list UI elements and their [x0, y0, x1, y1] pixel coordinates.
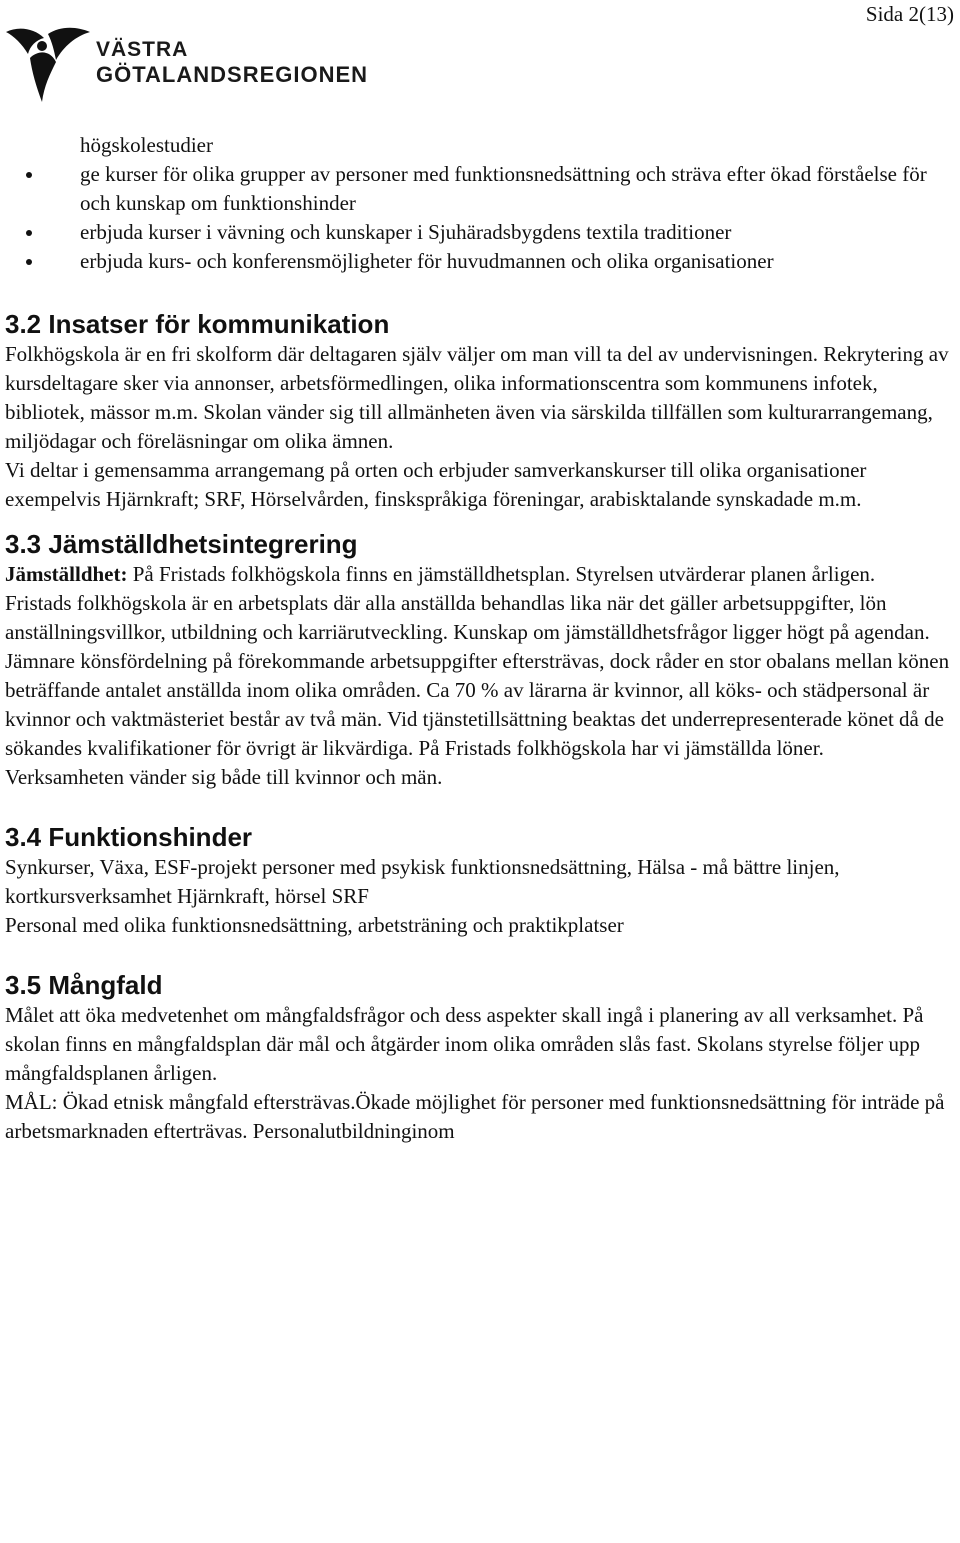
paragraph-text: På Fristads folkhögskola finns en jämställdhetsplan. Styrelsen utvärderar planen årligen.: [127, 562, 876, 586]
logo-text-line1: VÄSTRA: [96, 38, 189, 61]
bullet-icon: [26, 230, 32, 236]
list-item-text: ge kurser för olika grupper av personer med funktionsnedsättning och sträva efter ökad förståelse för och kunskap om funktionshinder: [80, 162, 927, 215]
list-item: [5, 247, 955, 276]
paragraph: [5, 560, 955, 589]
logo-text-line2: GÖTALANDSREGIONEN: [96, 62, 369, 87]
list-item-text: erbjuda kurser i vävning och kunskaper i Sjuhäradsbygdens textila traditioner: [80, 220, 732, 244]
section-heading-3-5: 3.5 Mångfald: [5, 970, 163, 1000]
section-heading-3-3: 3.3 Jämställdhetsintegrering: [5, 529, 358, 559]
paragraph: Folkhögskola är en fri skolform där deltagaren själv väljer om man vill ta del av undervisningen. Rekrytering av kursdeltagare sker via annonser, arbetsförmedlingen, olika informationscentra som kommunens infotek, bibliotek, mässor m.m. Skolan vänder sig till allmänheten även via särskilda tillfällen som kulturarrangemang, miljödagar och föreläsningar om olika ämnen.: [5, 342, 949, 453]
document-body: [5, 131, 955, 1146]
bold-label: Jämställdhet:: [5, 562, 128, 586]
list-item: [5, 160, 955, 218]
paragraph: Vi deltar i gemensamma arrangemang på orten och erbjuder samverkanskurser till olika organisationer exempelvis Hjärnkraft; SRF, Hörselvården, finskspråkiga föreningar, arabisktalande synskadade m.m.: [5, 458, 867, 511]
goal-list: [5, 160, 955, 276]
paragraph: Personal med olika funktionsnedsättning, arbetsträning och praktikplatser: [5, 913, 624, 937]
paragraph: Fristads folkhögskola är en arbetsplats där alla anställda behandlas lika när det gäller arbetsuppgifter, lön anställningsvillkor, utbildning och karriärutveckling. Kunskap om jämställdhetsfrågor ligger högt på agendan. Jämnare könsfördelning på förekommande arbetsuppgifter eftersträvas, dock råder en stor obalans mellan könen beträffande antalet anställda inom olika områden. Ca 70 % av lärarna är kvinnor, all köks- och städpersonal är kvinnor och vaktmästeriet består av två män. Vid tjänstetillsättning beaktas det underrepresenterade könet då de sökandes kvalifikationer för övrigt är likvärdiga. På Fristads folkhögskola har vi jämställda löner.: [5, 591, 950, 760]
logo-emblem-icon: [4, 24, 94, 104]
section-heading-3-4: 3.4 Funktionshinder: [5, 822, 253, 852]
organization-logo: [4, 24, 384, 104]
bullet-icon: [26, 259, 32, 265]
list-item: [5, 218, 955, 247]
section-heading-3-2: 3.2 Insatser för kommunikation: [5, 309, 390, 339]
list-item-text: erbjuda kurs- och konferensmöjligheter för huvudmannen och olika organisationer: [80, 249, 774, 273]
paragraph: Synkurser, Växa, ESF-projekt personer med psykisk funktionsnedsättning, Hälsa - må bättre linjen, kortkursverksamhet Hjärnkraft, hörsel SRF: [5, 855, 840, 908]
list-continuation: högskolestudier: [80, 133, 213, 157]
paragraph: MÅL: Ökad etnisk mångfald eftersträvas.Ökade möjlighet för personer med funktionsnedsättning för inträde på arbetsmarknaden efterträvas. Personalutbildninginom: [5, 1090, 945, 1143]
page-number: Sida 2(13): [865, 2, 954, 26]
paragraph: Verksamheten vänder sig både till kvinnor och män.: [5, 765, 443, 789]
bullet-icon: [26, 172, 32, 178]
paragraph: Målet att öka medvetenhet om mångfaldsfrågor och dess aspekter skall ingå i planering av all verksamhet. På skolan finns en mångfaldsplan där mål och åtgärder inom olika områden slås fast. Skolans styrelse följer upp mångfaldsplanen årligen.: [5, 1003, 924, 1085]
